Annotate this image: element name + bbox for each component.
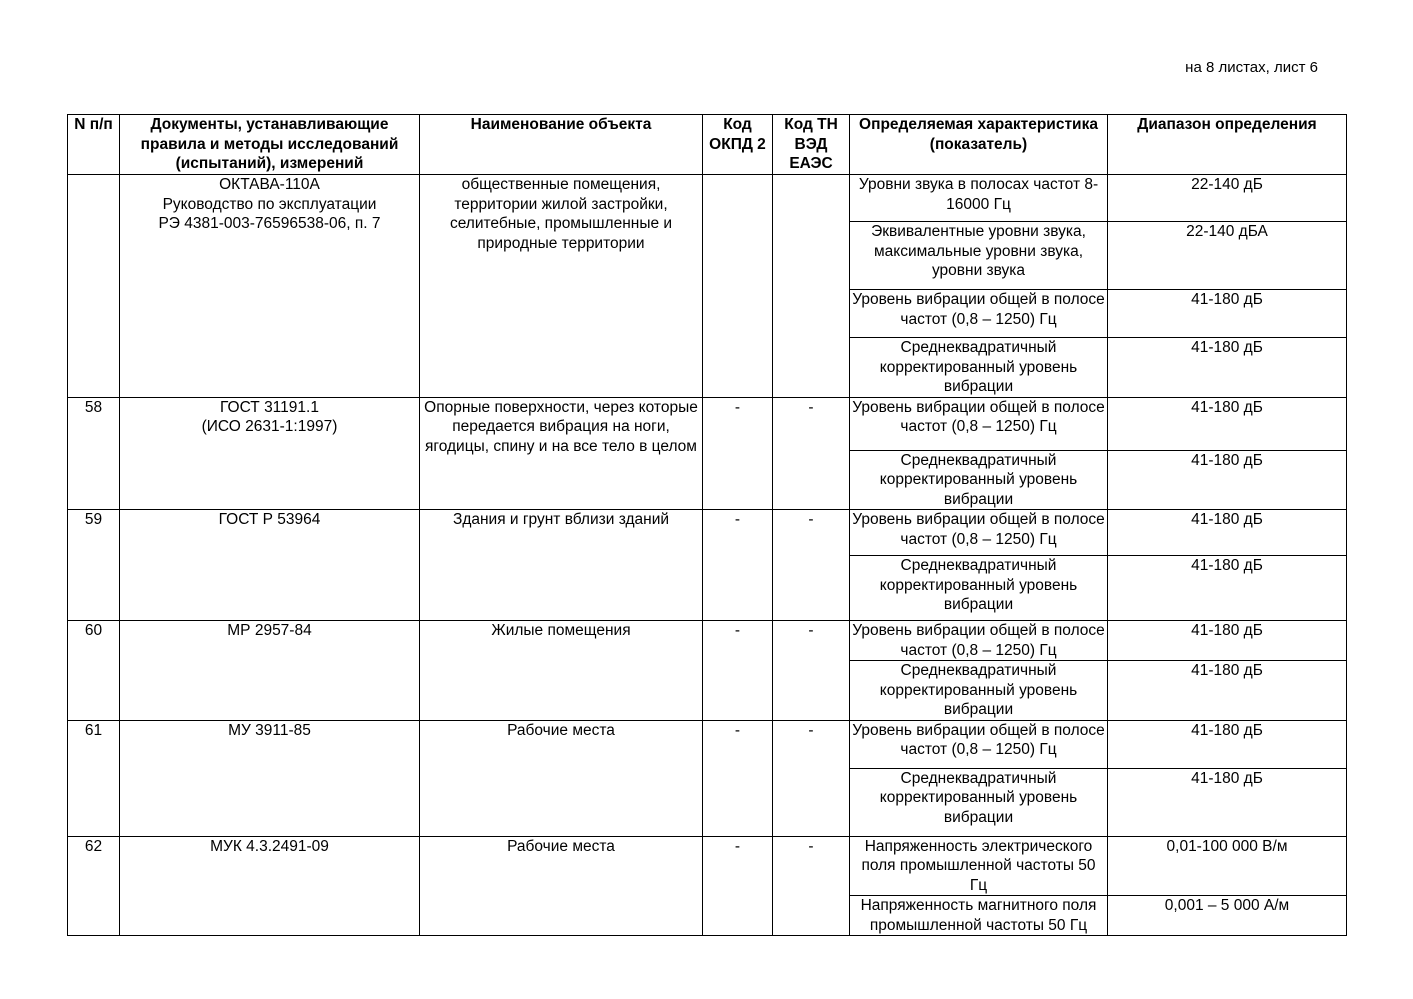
header-object: Наименование объекта <box>420 115 703 175</box>
header-characteristic: Определяемая характеристика (показатель) <box>850 115 1108 175</box>
row-tnved: - <box>773 621 850 721</box>
document-line: (ИСО 2631-1:1997) <box>201 418 338 435</box>
document-line: ОКТАВА-110А <box>219 176 320 193</box>
row-number: 62 <box>68 836 120 936</box>
row-number: 60 <box>68 621 120 721</box>
row-tnved <box>773 175 850 398</box>
row-number: 58 <box>68 397 120 510</box>
table-body <box>68 175 1347 936</box>
table-row <box>68 836 1347 896</box>
row-range: 41-180 дБ <box>1108 621 1347 661</box>
row-characteristic: Среднеквадратичный корректированный уровень вибрации <box>850 450 1108 510</box>
row-tnved: - <box>773 397 850 510</box>
row-tnved: - <box>773 836 850 936</box>
accreditation-table <box>67 114 1347 936</box>
row-object: Рабочие места <box>420 836 703 936</box>
document-line: ГОСТ 31191.1 <box>220 398 319 416</box>
row-characteristic: Среднеквадратичный корректированный уровень вибрации <box>850 768 1108 836</box>
row-range: 41-180 дБ <box>1108 290 1347 338</box>
row-range: 22-140 дБА <box>1108 222 1347 290</box>
table-row <box>68 621 1347 661</box>
row-range: 0,01-100 000 В/м <box>1108 836 1347 896</box>
row-documents <box>120 720 420 836</box>
row-range: 41-180 дБ <box>1108 768 1347 836</box>
header-docs: Документы, устанавливающие правила и методы исследований (испытаний), измерений <box>120 115 420 175</box>
row-okpd: - <box>703 510 773 621</box>
row-range: 0,001 – 5 000 А/м <box>1108 896 1347 936</box>
header-num: N п/п <box>68 115 120 175</box>
header-range: Диапазон определения <box>1108 115 1347 175</box>
row-characteristic: Среднеквадратичный корректированный уровень вибрации <box>850 338 1108 398</box>
header-tnved: Код ТН ВЭД ЕАЭС <box>773 115 850 175</box>
row-characteristic: Уровень вибрации общей в полосе частот (0,8 – 1250) Гц <box>850 510 1108 556</box>
row-characteristic: Среднеквадратичный корректированный уровень вибрации <box>850 556 1108 621</box>
table-row <box>68 397 1347 450</box>
row-tnved: - <box>773 510 850 621</box>
row-range: 41-180 дБ <box>1108 510 1347 556</box>
row-object: Опорные поверхности, через которые передается вибрация на ноги, ягодицы, спину и на все тело в целом <box>420 397 703 510</box>
row-object: общественные помещения, территории жилой застройки, селитебные, промышленные и природные территории <box>420 175 703 398</box>
table-row <box>68 510 1347 556</box>
row-characteristic: Уровень вибрации общей в полосе частот (0,8 – 1250) Гц <box>850 290 1108 338</box>
table-row <box>68 720 1347 768</box>
row-characteristic: Уровень вибрации общей в полосе частот (0,8 – 1250) Гц <box>850 397 1108 450</box>
row-documents <box>120 397 420 510</box>
page-header: на 8 листах, лист 6 <box>1185 59 1318 76</box>
document-line: МУК 4.3.2491-09 <box>210 837 329 855</box>
row-range: 41-180 дБ <box>1108 556 1347 621</box>
document-line: ГОСТ Р 53964 <box>218 511 321 528</box>
row-characteristic: Уровень вибрации общей в полосе частот (0,8 – 1250) Гц <box>850 720 1108 768</box>
row-number <box>68 175 120 398</box>
row-documents <box>120 621 420 721</box>
row-tnved: - <box>773 720 850 836</box>
table-row <box>68 175 1347 222</box>
document-line: РЭ 4381-003-76596538-06, п. 7 <box>158 215 381 232</box>
row-range: 41-180 дБ <box>1108 661 1347 721</box>
row-range: 41-180 дБ <box>1108 338 1347 398</box>
row-characteristic: Среднеквадратичный корректированный уровень вибрации <box>850 661 1108 721</box>
row-range: 41-180 дБ <box>1108 450 1347 510</box>
row-range: 41-180 дБ <box>1108 720 1347 768</box>
row-object: Здания и грунт вблизи зданий <box>420 510 703 621</box>
document-line: МУ 3911-85 <box>228 721 311 739</box>
row-characteristic: Эквивалентные уровни звука, максимальные уровни звука, уровни звука <box>850 222 1108 290</box>
row-characteristic: Напряженность магнитного поля промышленной частоты 50 Гц <box>850 896 1108 936</box>
header-okpd: Код ОКПД 2 <box>703 115 773 175</box>
row-okpd: - <box>703 836 773 936</box>
row-range: 41-180 дБ <box>1108 397 1347 450</box>
row-documents <box>120 510 420 621</box>
row-documents <box>120 175 420 398</box>
row-documents <box>120 836 420 936</box>
row-okpd: - <box>703 720 773 836</box>
row-range: 22-140 дБ <box>1108 175 1347 222</box>
document-line: МР 2957-84 <box>227 622 312 639</box>
document-line: Руководство по эксплуатации <box>162 195 377 213</box>
row-object: Рабочие места <box>420 720 703 836</box>
row-number: 61 <box>68 720 120 836</box>
row-number: 59 <box>68 510 120 621</box>
row-okpd <box>703 175 773 398</box>
row-okpd: - <box>703 397 773 510</box>
row-object: Жилые помещения <box>420 621 703 721</box>
row-characteristic: Уровень вибрации общей в полосе частот (0,8 – 1250) Гц <box>850 621 1108 661</box>
row-characteristic: Напряженность электрического поля промышленной частоты 50 Гц <box>850 836 1108 896</box>
row-characteristic: Уровни звука в полосах частот 8-16000 Гц <box>850 175 1108 222</box>
row-okpd: - <box>703 621 773 721</box>
